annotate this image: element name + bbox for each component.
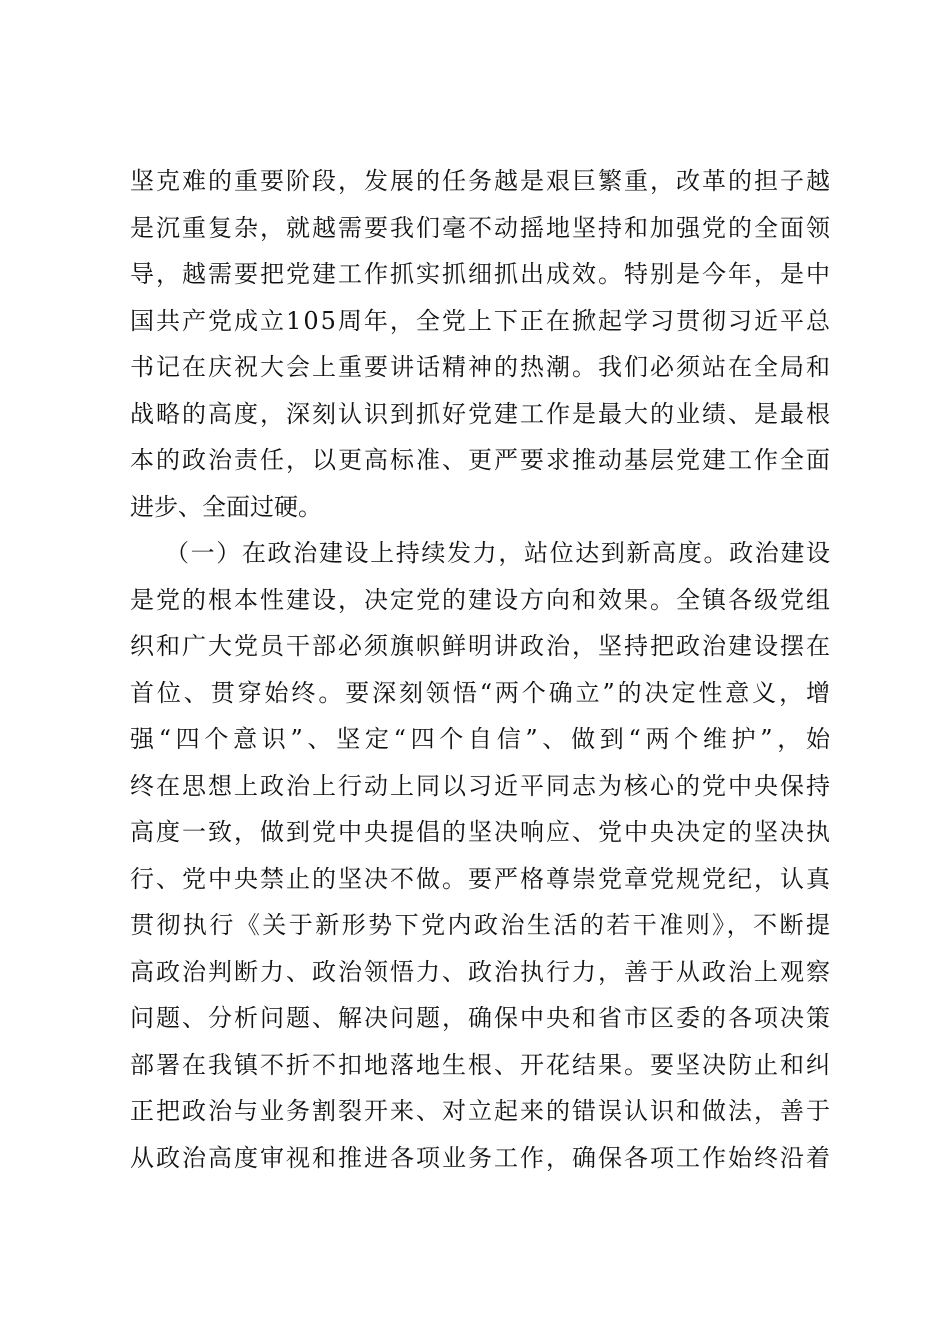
text-line: 是沉重复杂，就越需要我们毫不动摇地坚持和加强党的全面领 <box>130 213 832 242</box>
text-line: 书记在庆祝大会上重要讲话精神的热潮。我们必须站在全局和 <box>130 353 832 381</box>
text-line: 从政治高度审视和推进各项业务工作，确保各项工作始终沿着 <box>130 1143 832 1172</box>
text-line: 战略的高度，深刻认识到抓好党建工作是最大的业绩、是最根 <box>130 399 832 428</box>
text-line: 贯彻执行《关于新形势下党内政治生活的若干准则》，不断提 <box>130 911 833 939</box>
text-line: 部署在我镇不折不扣地落地生根、开花结果。要坚决防止和纠 <box>130 1050 832 1079</box>
text-line: 坚克难的重要阶段，发展的任务越是艰巨繁重，改革的担子越 <box>130 167 832 195</box>
text-line: 问题、分析问题、解决问题，确保中央和省市区委的各项决策 <box>130 1004 832 1032</box>
text-line: 首位、贯穿始终。要深刻领悟“两个确立”的决定性意义，增 <box>130 678 833 707</box>
text-line: 行、党中央禁止的坚决不做。要严格尊崇党章党规党纪，认真 <box>130 864 832 893</box>
text-line: 高政治判断力、政治领悟力、政治执行力，善于从政治上观察 <box>130 957 832 986</box>
document-body <box>130 158 835 1181</box>
paragraph-continuation <box>130 158 833 530</box>
text-line: 国共产党成立105周年，全党上下正在掀起学习贯彻习近平总 <box>130 306 833 335</box>
text-line: 织和广大党员干部必须旗帜鲜明讲政治，坚持把政治建设摆在 <box>130 632 832 660</box>
text-line: 本的政治责任，以更高标准、更严要求推动基层党建工作全面 <box>130 446 832 474</box>
text-line: 是党的根本性建设，决定党的建设方向和效果。全镇各级党组 <box>130 585 832 614</box>
text-line: 进步、全面过硬。 <box>130 492 322 521</box>
paragraph-political-construction <box>130 530 835 1181</box>
section-heading-line: （一）在政治建设上持续发力，站位达到新高度。政治建设 <box>165 539 832 567</box>
text-line: 正把政治与业务割裂开来、对立起来的错误认识和做法，善于 <box>130 1097 832 1125</box>
text-line: 高度一致，做到党中央提倡的坚决响应、党中央决定的坚决执 <box>130 818 832 846</box>
text-line: 强“四个意识”、坚定“四个自信”、做到“两个维护”，始 <box>130 725 835 753</box>
text-line: 终在思想上政治上行动上同以习近平同志为核心的党中央保持 <box>130 771 832 800</box>
text-line: 导，越需要把党建工作抓实抓细抓出成效。特别是今年，是中 <box>130 260 832 288</box>
